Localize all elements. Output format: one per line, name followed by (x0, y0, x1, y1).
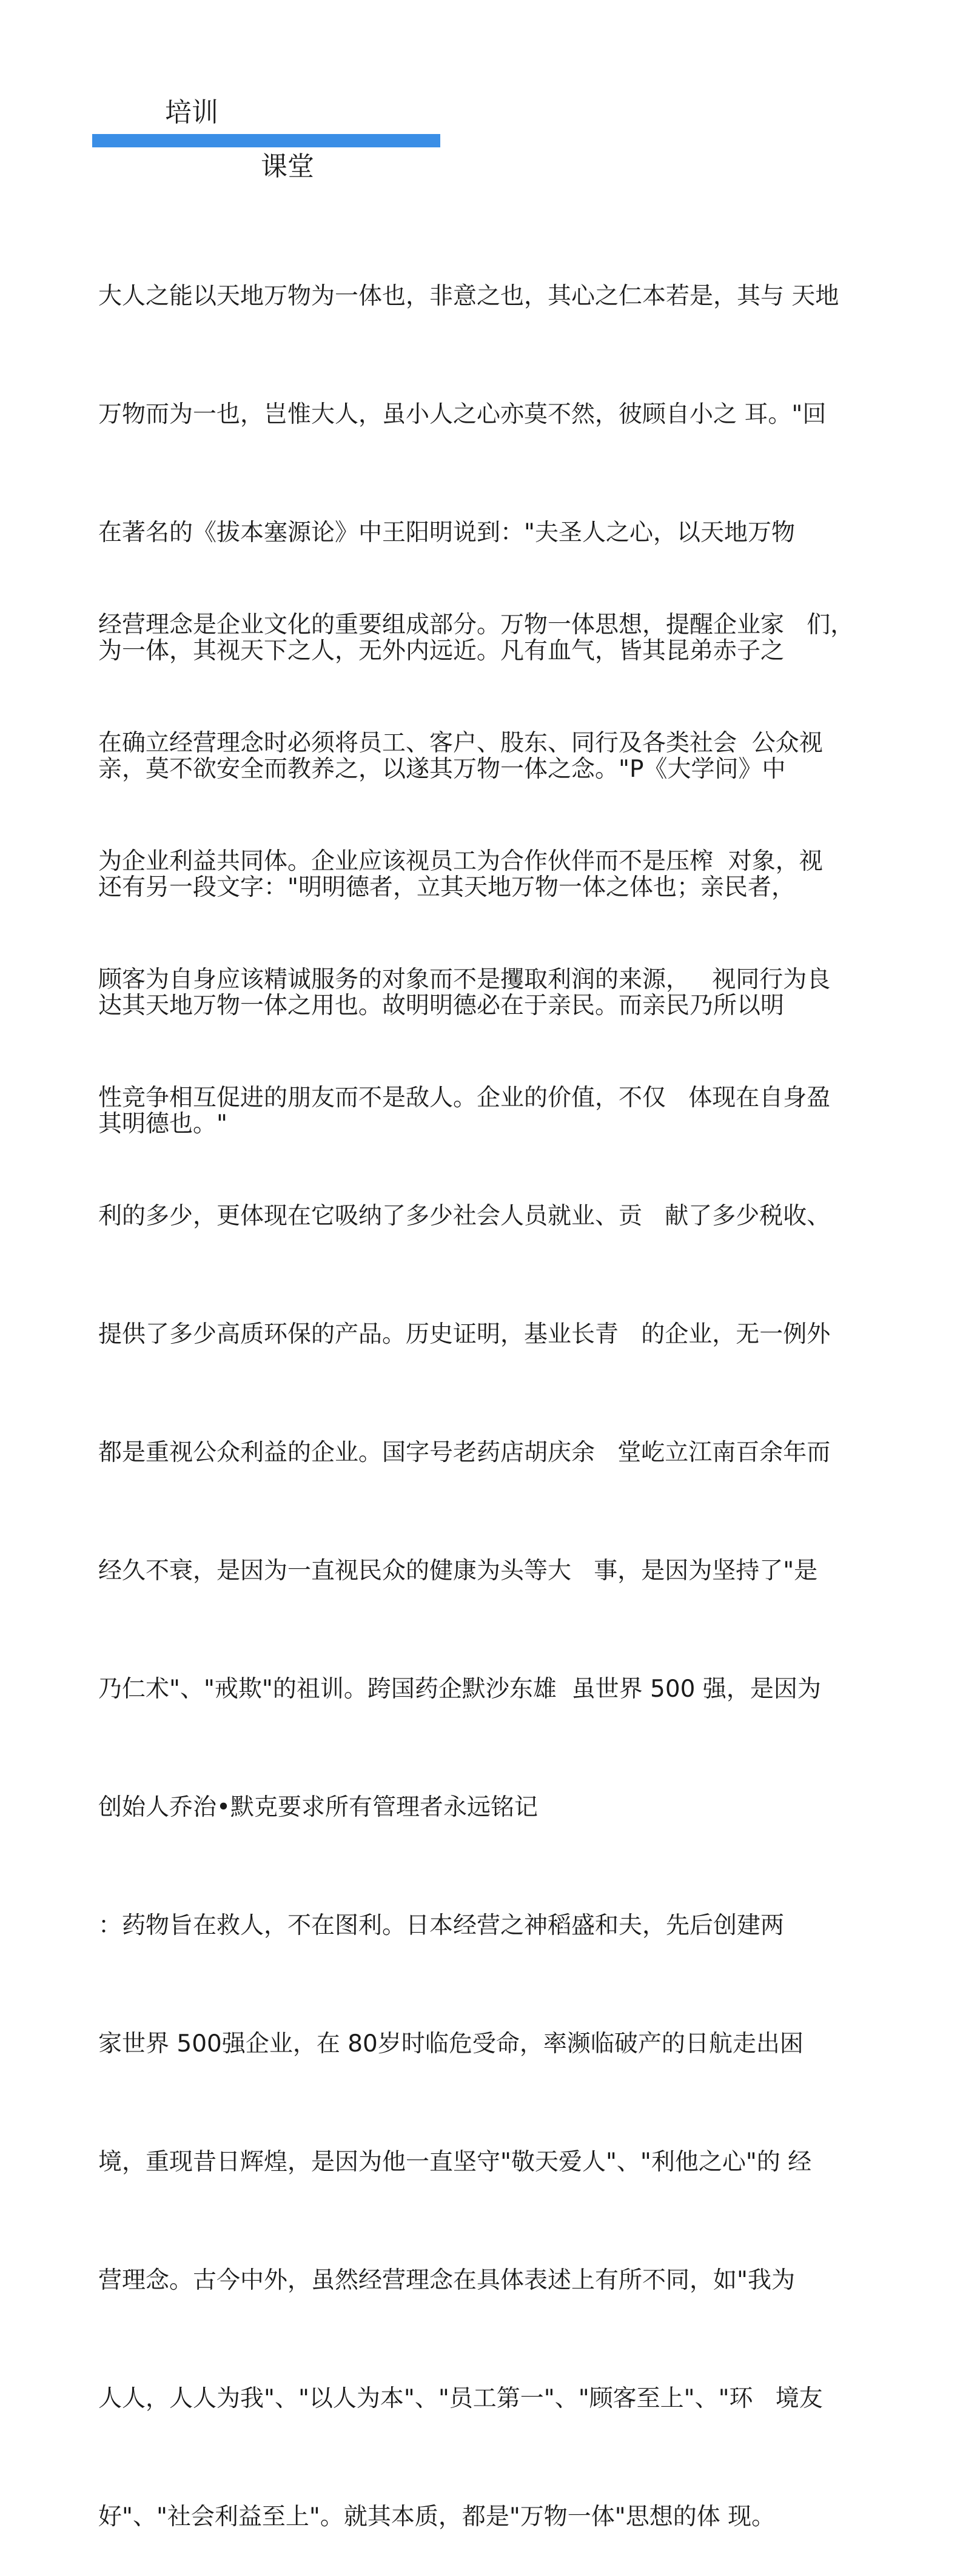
paragraph-line: 达其天地万物一体之用也。故明明德必在于亲民。而亲民乃所以明 (98, 992, 785, 1019)
paragraph-2 (98, 526, 881, 2576)
paragraph-line: 经久不衰，是因为一直视民众的健康为头等大 事，是因为坚持了"是 (98, 1557, 818, 1585)
paragraph-line: 在著名的《拔本塞源论》中王阳明说到："夫圣人之心，以天地万物 (98, 519, 795, 546)
paragraph-line: 营理念。古今中外，虽然经营理念在具体表述上有所不同，如"我为 (98, 2267, 795, 2294)
paragraph-line: 在确立经营理念时必须将员工、客户、股东、同行及各类社会 公众视 (98, 730, 823, 757)
paragraph-line: ：药物旨在救人，不在图利。日本经营之神稻盛和夫，先后创建两 (98, 1912, 785, 1939)
paragraph-line: 人人，人人为我"、"以人为本"、"员工第一"、"顾客至上"、"环 境友 (98, 2385, 823, 2412)
paragraph-line: 还有另一段文字："明明德者，立其天地万物一体之体也；亲民者， (98, 874, 795, 901)
paragraph-line: 万物而为一也，岂惟大人，虽小人之心亦莫不然，彼顾自小之 耳。"回 (98, 401, 827, 428)
paragraph-line: 为一体，其视天下之人，无外内远近。凡有血气，皆其昆弟赤子之 (98, 637, 785, 665)
paragraph-line: 创始人乔治•默克要求所有管理者永远铭记 (98, 1794, 539, 1821)
paragraph-line: 亲，莫不欲安全而教养之，以遂其万物一体之念。"P《大学问》中 (98, 756, 786, 783)
paragraph-line: 境，重现昔日辉煌，是因为他一直坚守"敬天爱人"、"利他之心"的 经 (98, 2148, 812, 2176)
paragraph-line: 提供了多少高质环保的产品。历史证明，基业长青 的企业，无一例外 (98, 1321, 831, 1348)
paragraph-line: 为企业利益共同体。企业应该视员工为合作伙伴而不是压榨 对象，视 (98, 848, 823, 875)
paragraph-line: 经营理念是企业文化的重要组成部分。万物一体思想，提醒企业家 们， (98, 611, 854, 639)
page-title: 培训 (165, 97, 218, 128)
paragraph-line: 性竞争相互促进的朋友而不是敌人。企业的价值，不仅 体现在自身盈 (98, 1084, 831, 1112)
paragraph-line: 家世界 500强企业，在 80岁时临危受命，率濒临破产的日航走出困 (98, 2030, 804, 2058)
paragraph-line: 其明德也。" (98, 1110, 227, 1138)
paragraph-line: 顾客为自身应该精诚服务的对象而不是攫取利润的来源， 视同行为良 (98, 966, 831, 993)
paragraph-line: 好"、"社会利益至上"。就其本质，都是"万物一体"思想的体 现。 (98, 2503, 776, 2531)
paragraph-line: 都是重视公众利益的企业。国字号老药店胡庆余 堂屹立江南百余年而 (98, 1439, 831, 1466)
title-accent-bar (92, 134, 440, 147)
paragraph-line: 大人之能以天地万物为一体也，非意之也，其心之仁本若是，其与 天地 (98, 283, 839, 310)
page-subtitle: 课堂 (261, 151, 314, 182)
paragraph-line: 乃仁术"、"戒欺"的祖训。跨国药企默沙东雄 虽世界 500 强，是因为 (98, 1675, 821, 1703)
paragraph-line: 利的多少，更体现在它吸纳了多少社会人员就业、贡 献了多少税收、 (98, 1202, 831, 1230)
